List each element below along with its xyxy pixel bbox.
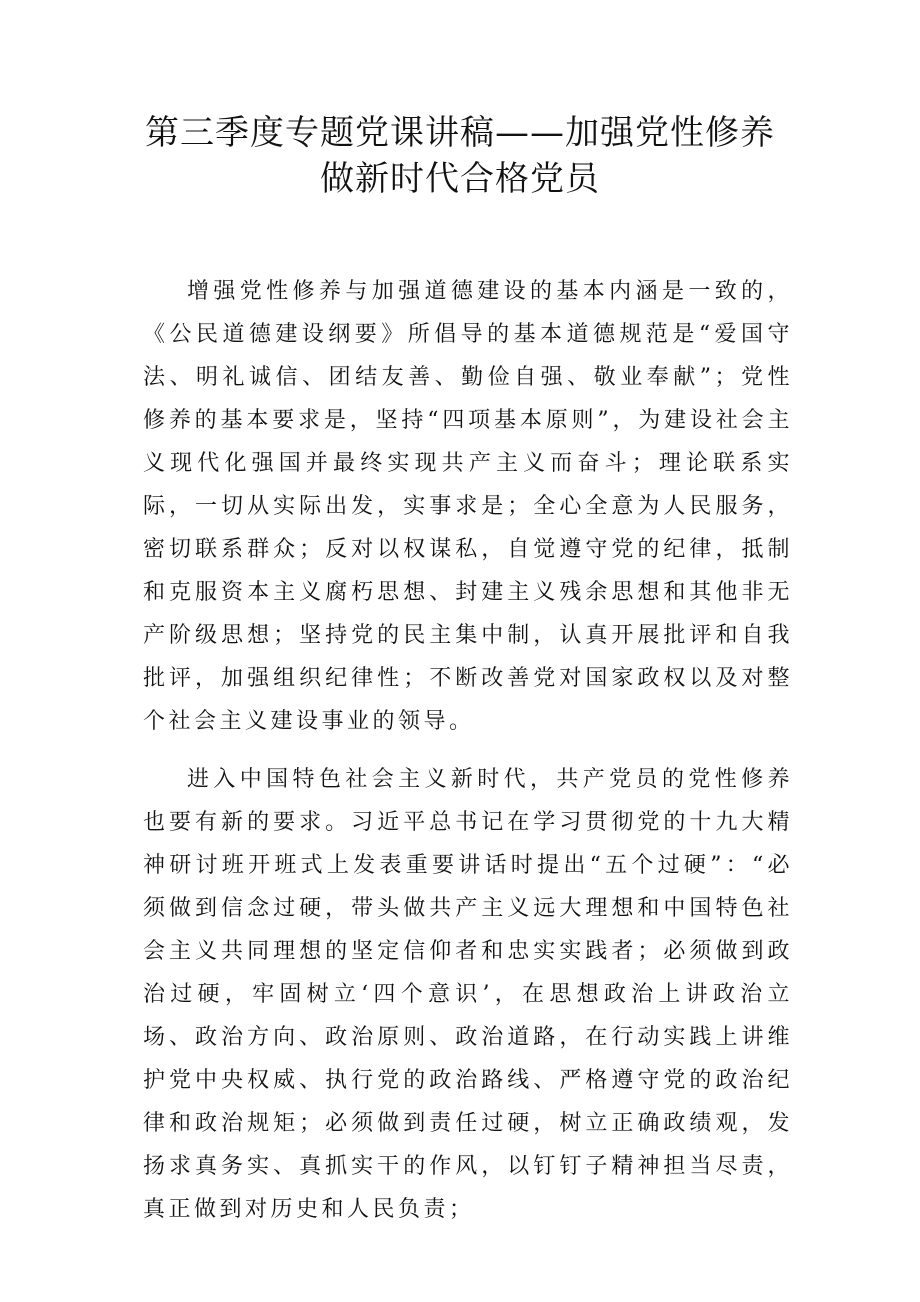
paragraph: 进入中国特色社会主义新时代，共产党员的党性修养也要有新的要求。习近平总书记在学习贯彻党的十九大精神研讨班开班式上发表重要讲话时提出“五个过硬”：“必须做到信念过硬，带头做共产主义远大理想和中国特色社会主义共同理想的坚定信仰者和忠实实践者；必须做到政治过硬，牢固树立‘四个意识’，在思想政治上讲政治立场、政治方向、政治原则、政治道路，在行动实践上讲维护党中央权威、执行党的政治路线、严格遵守党的政治纪律和政治规矩；必须做到责任过硬，树立正确政绩观，发扬求真务实、真抓实干的作风，以钉钉子精神担当尽责，真正做到对历史和人民负责； xyxy=(143,767,793,1222)
title-line-2: 做新时代合格党员 xyxy=(320,159,600,199)
document-title xyxy=(0,110,920,202)
document-body xyxy=(143,270,793,1246)
title-line-1: 第三季度专题党课讲稿——加强党性修养 xyxy=(145,113,775,153)
paragraph: 增强党性修养与加强道德建设的基本内涵是一致的，《公民道德建设纲要》所倡导的基本道德规范是“爱国守法、明礼诚信、团结友善、勤俭自强、敬业奉献”；党性修养的基本要求是，坚持“四项基本原则”，为建设社会主义现代化强国并最终实现共产主义而奋斗；理论联系实际，一切从实际出发，实事求是；全心全意为人民服务，密切联系群众；反对以权谋私，自觉遵守党的纪律，抵制和克服资本主义腐朽思想、封建主义残余思想和其他非无产阶级思想；坚持党的民主集中制，认真开展批评和自我批评，加强组织纪律性；不断改善党对国家政权以及对整个社会主义建设事业的领导。 xyxy=(143,279,793,734)
